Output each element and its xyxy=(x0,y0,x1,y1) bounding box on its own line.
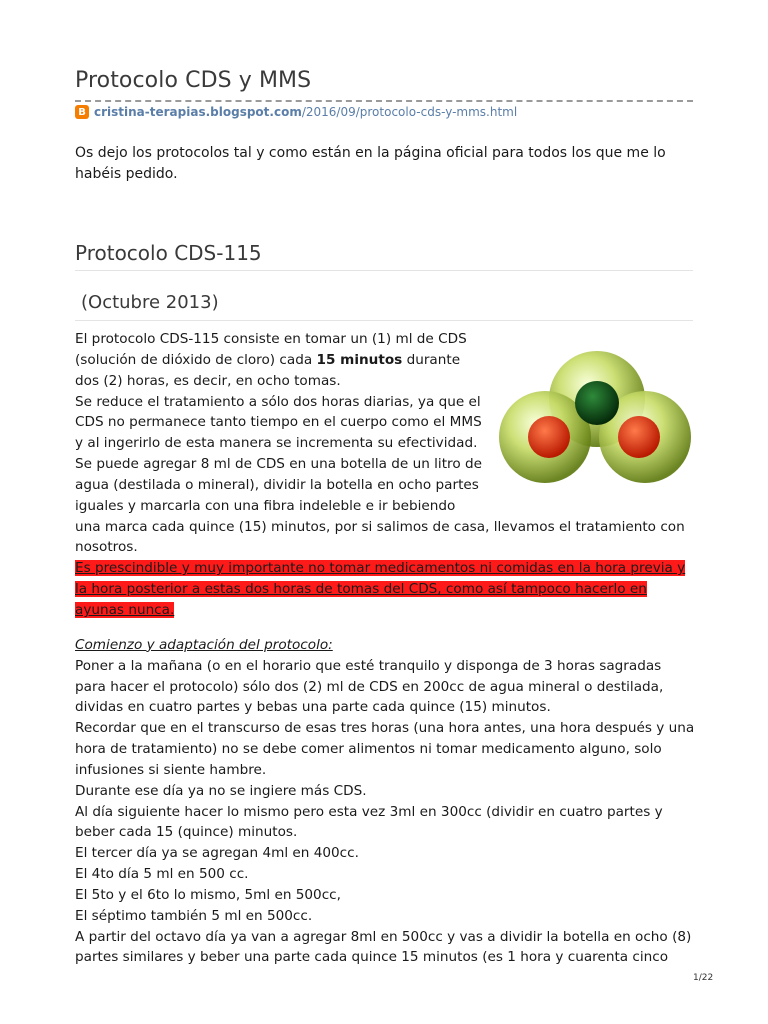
section-date: (Octubre 2013) xyxy=(81,292,219,313)
subsection-heading: Comienzo y adaptación del protocolo: xyxy=(75,636,333,653)
page-title: Protocolo CDS y MMS xyxy=(75,68,312,93)
paragraph-1-text-a: El protocolo CDS-115 consiste en tomar un (1) ml de CDS (solución de dióxido de cloro) cada xyxy=(75,331,467,368)
intro-text: Os dejo los protocolos tal y como están en la página oficial para todos los que me lo habéis pedido. xyxy=(75,145,666,182)
protocol-line: Poner a la mañana (o en el horario que esté tranquilo y disponga de 3 horas sagradas para hacer el protocolo) sólo dos (2) ml de CDS en 200cc de agua mineral o destilada, dividas en cuatro partes y bebas una parte cada quince (15) minutos. xyxy=(75,657,664,716)
section-heading: Protocolo CDS-115 xyxy=(75,241,262,265)
paragraph-1-bold: 15 minutos xyxy=(316,351,403,368)
protocol-line: El 4to día 5 ml en 500 cc. xyxy=(75,866,249,883)
source-domain: cristina-terapias.blogspot.com xyxy=(94,105,302,119)
source-line xyxy=(75,105,517,119)
paragraph-3: Se puede agregar 8 ml de CDS en una botella de un litro de agua (destilada o mineral), dividir la botella en ocho partes iguales y marcarla con una fibra indeleble e ir bebiendo una marca cada quince (15) minutos, por si salimos de casa, llevamos el tratamiento con nosotros. xyxy=(75,456,685,556)
highlight-text: Es prescindible y muy importante no tomar medicamentos ni comidas en la hora previa y la hora posterior a estas dos horas de tomas del CDS, como así tampoco hacerlo en ayunas nunca. xyxy=(75,560,686,618)
source-path: /2016/09/protocolo-cds-y-mms.html xyxy=(301,105,518,119)
article-body xyxy=(75,329,695,968)
protocol-line: Recordar que en el transcurso de esas tres horas (una hora antes, una hora después y una hora de tratamiento) no se debe comer alimentos ni tomar medicamento alguno, solo infusiones si siente hambre. xyxy=(75,720,695,778)
protocol-line: El séptimo también 5 ml en 500cc. xyxy=(75,907,313,924)
paragraph-1-text-b: durante dos (2) horas, es decir, en ocho tomas. xyxy=(75,351,461,389)
page-number: 1/22 xyxy=(693,973,714,983)
date-rule xyxy=(75,320,693,321)
highlight-warning xyxy=(75,558,695,621)
protocol-line: El tercer día ya se agregan 4ml en 400cc. xyxy=(75,845,359,862)
protocol-line: Al día siguiente hacer lo mismo pero esta vez 3ml en 300cc (dividir en cuatro partes y beber cada 15 (quince) minutos. xyxy=(75,803,663,841)
protocol-line: A partir del octavo día ya van a agregar 8ml en 500cc y vas a dividir la botella en ocho (8) partes similares y beber una parte cada quince 15 minutos (es 1 hora y cuarenta cinco xyxy=(75,928,692,966)
source-link[interactable] xyxy=(94,105,517,119)
blogger-icon: B xyxy=(75,105,89,119)
title-divider xyxy=(75,100,693,102)
protocol-line: El 5to y el 6to lo mismo, 5ml en 500cc, xyxy=(75,886,341,903)
chlorine-dioxide-molecule-image xyxy=(497,337,697,497)
section-rule xyxy=(75,270,693,271)
protocol-line: Durante ese día ya no se ingiere más CDS. xyxy=(75,782,367,799)
paragraph-2: Se reduce el tratamiento a sólo dos horas diarias, ya que el CDS no permanece tanto tiempo en el cuerpo como el MMS y al ingerirlo de esta manera se incrementa su efectividad. xyxy=(75,393,482,452)
